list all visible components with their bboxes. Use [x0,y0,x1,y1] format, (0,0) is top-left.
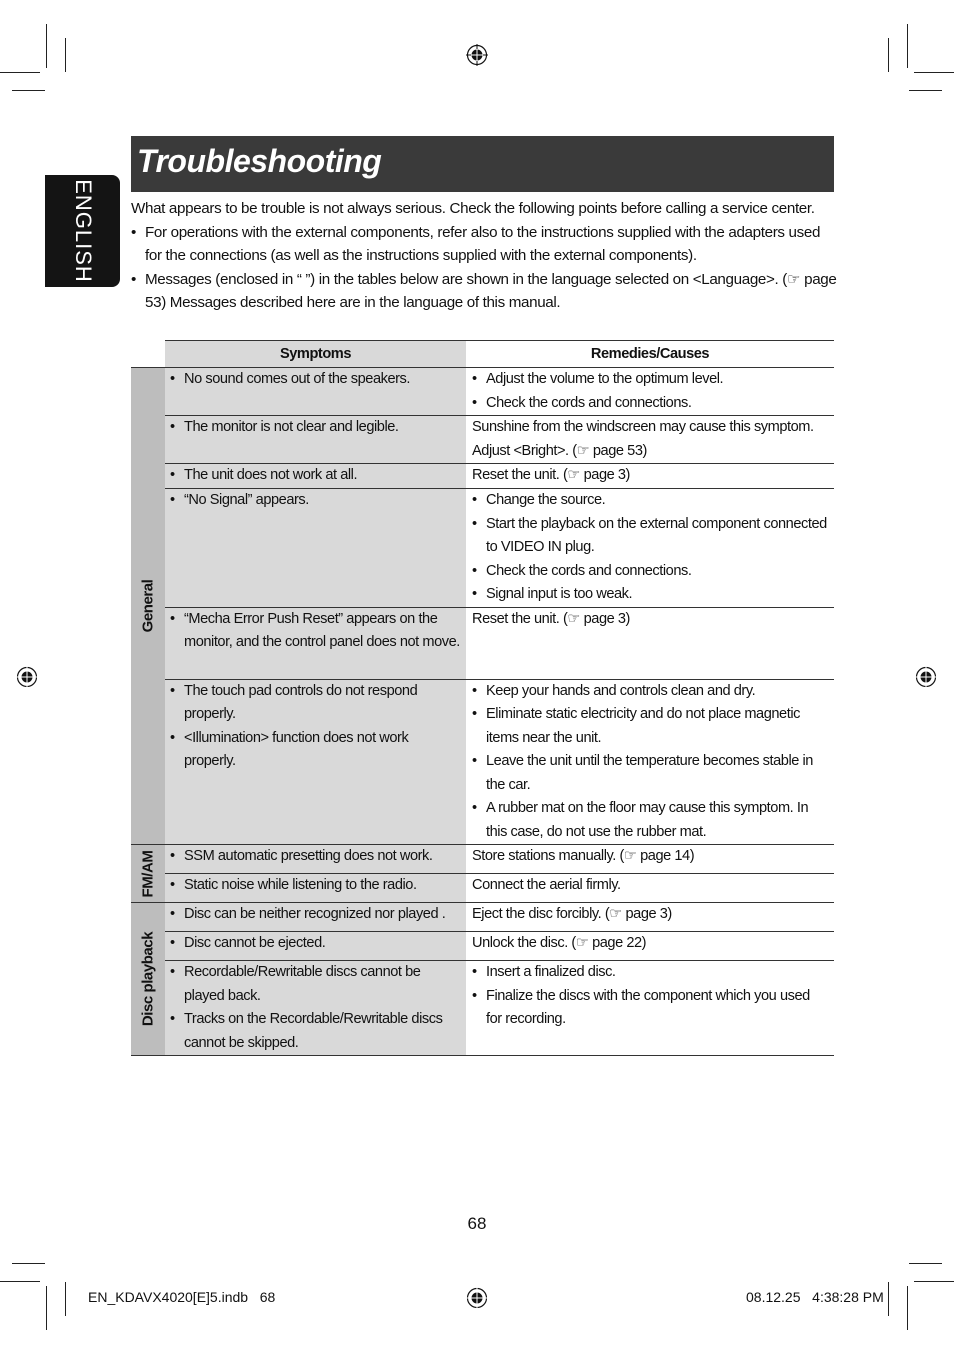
remedy-cell [466,489,834,608]
remedy-cell [466,961,834,1056]
remedy-item: • Eliminate static electricity and do not place magnetic items near the unit. [472,703,828,750]
footer-timestamp: 08.12.25 4:38:28 PM [746,1289,884,1305]
category-header [131,341,165,368]
table-row [131,368,834,416]
page-title: Troubleshooting [137,143,382,179]
crop-mark [65,38,66,72]
symptom-cell [165,489,466,608]
crop-mark [909,90,942,91]
crop-mark [888,38,889,72]
symptom-item: • Disc can be neither recognized nor played . [170,903,460,927]
title-bar [131,136,834,192]
symptom-item: • The unit does not work at all. [170,464,460,488]
table-row [131,489,834,608]
table-row [131,932,834,961]
symptom-item: • No sound comes out of the speakers. [170,368,460,392]
symptom-item: • Disc cannot be ejected. [170,932,460,956]
symptom-item: • Recordable/Rewritable discs cannot be played back. [170,961,460,1008]
table-row [131,845,834,874]
language-tab [45,175,120,287]
table-row [131,903,834,932]
intro-bullet: • Messages (enclosed in “ ”) in the tables below are shown in the language selected on <Language>. (☞ page 53) Messages described here are in the language of this manual. [131,268,837,315]
symptom-item: • The monitor is not clear and legible. [170,416,460,440]
symptom-item: • Tracks on the Recordable/Rewritable discs cannot be skipped. [170,1008,460,1055]
crop-mark [888,1282,889,1316]
remedy-item: • Adjust the volume to the optimum level. [472,368,828,392]
symptom-item: • Static noise while listening to the radio. [170,874,460,898]
table-row [131,679,834,845]
crop-mark [907,1286,908,1330]
symptom-item: • “Mecha Error Push Reset” appears on the monitor, and the control panel does not move. [170,608,460,655]
registration-mark-icon [16,666,38,688]
symptom-item: • The touch pad controls do not respond properly. [170,680,460,727]
category-fmam: FM/AM [131,845,165,903]
intro-section [131,197,837,315]
remedy-item: • Insert a finalized disc. [472,961,828,985]
remedy-item: • A rubber mat on the floor may cause this symptom. In this case, do not use the rubber mat. [472,797,828,844]
intro-lead: What appears to be trouble is not always serious. Check the following points before calling a service center. [131,200,815,217]
registration-mark-icon [466,1287,488,1309]
table-row [131,961,834,1056]
remedy-item: • Finalize the discs with the component which you used for recording. [472,985,828,1032]
symptom-item: • <Illumination> function does not work properly. [170,727,460,774]
table-row [131,416,834,464]
symptom-cell [165,932,466,961]
crop-mark [0,1281,40,1282]
table-row [131,874,834,903]
remedy-cell: Reset the unit. (☞ page 3) [466,607,834,679]
remedy-cell: Store stations manually. (☞ page 14) [466,845,834,874]
remedy-cell: Sunshine from the windscreen may cause this symptom. Adjust <Bright>. (☞ page 53) [466,416,834,464]
remedy-cell: Connect the aerial firmly. [466,874,834,903]
category-disc-playback: Disc playback [131,903,165,1056]
crop-mark [12,90,45,91]
remedy-item: • Keep your hands and controls clean and dry. [472,680,828,704]
crop-mark [914,1281,954,1282]
symptom-cell [165,679,466,845]
table-row [131,607,834,679]
intro-bullet: • For operations with the external components, refer also to the instructions supplied with the adapters used for the connections (as well as the instructions supplied with the external components). [131,221,837,268]
symptom-cell [165,903,466,932]
symptom-item: • SSM automatic presetting does not work. [170,845,460,869]
symptoms-header: Symptoms [165,341,466,368]
symptom-cell [165,961,466,1056]
registration-mark-icon [466,44,488,66]
crop-mark [914,72,954,73]
category-general: General [131,368,165,845]
remedy-cell: Reset the unit. (☞ page 3) [466,464,834,489]
remedy-item: • Signal input is too weak. [472,583,828,607]
symptom-cell [165,464,466,489]
remedy-item: • Start the playback on the external component connected to VIDEO IN plug. [472,513,828,560]
troubleshooting-table [131,340,834,1056]
table-header-row [131,341,834,368]
crop-mark [0,72,40,73]
remedy-cell [466,368,834,416]
language-tab-label: ENGLISH [70,179,96,283]
symptom-cell [165,607,466,679]
remedy-item: • Change the source. [472,489,828,513]
page-number: 68 [467,1214,487,1233]
remedy-item: • Check the cords and connections. [472,560,828,584]
remedy-cell: Eject the disc forcibly. (☞ page 3) [466,903,834,932]
intro-bullets [131,221,837,315]
crop-mark [909,1263,942,1264]
crop-mark [907,24,908,68]
remedies-header: Remedies/Causes [466,341,834,368]
symptom-cell [165,845,466,874]
symptom-cell [165,416,466,464]
registration-mark-icon [915,666,937,688]
remedy-item: • Check the cords and connections. [472,392,828,416]
remedy-cell [466,679,834,845]
crop-mark [65,1282,66,1316]
footer-file-info: EN_KDAVX4020[E]5.indb 68 [88,1289,276,1305]
symptom-item: • “No Signal” appears. [170,489,460,513]
crop-mark [46,1286,47,1330]
remedy-item: • Leave the unit until the temperature becomes stable in the car. [472,750,828,797]
table-row [131,464,834,489]
crop-mark [12,1263,45,1264]
crop-mark [46,24,47,68]
remedy-cell: Unlock the disc. (☞ page 22) [466,932,834,961]
symptom-cell [165,368,466,416]
symptom-cell [165,874,466,903]
